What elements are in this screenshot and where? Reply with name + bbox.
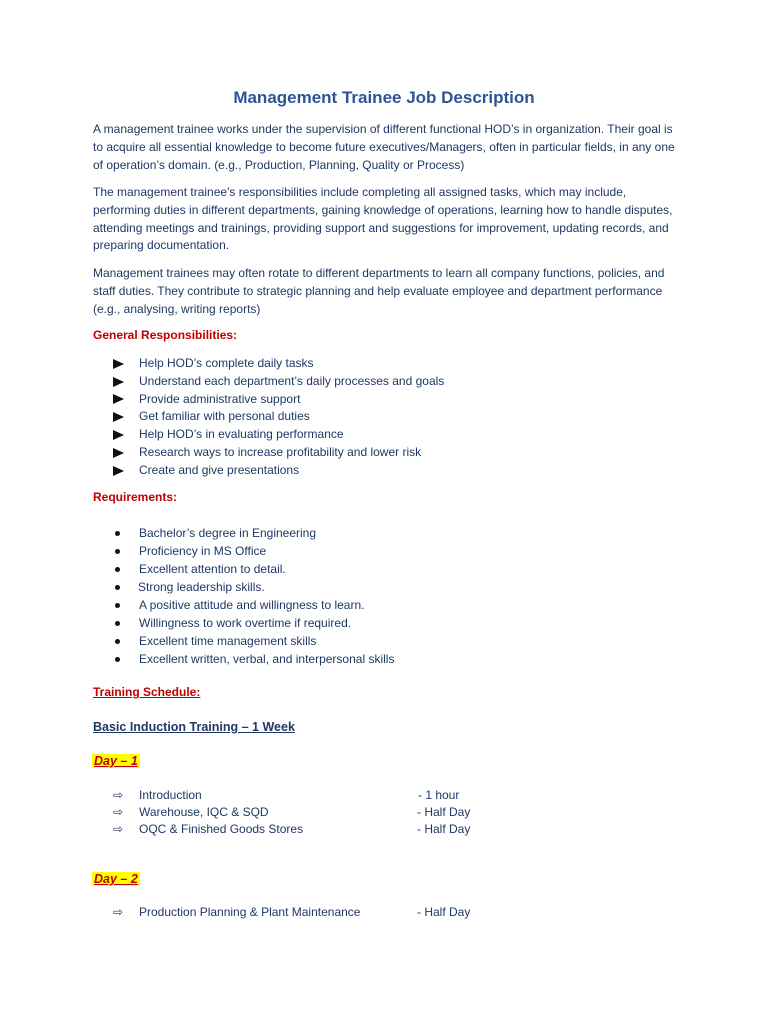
- schedule-item-text: Warehouse, IQC & SQD: [139, 805, 269, 819]
- list-item-text: Excellent written, verbal, and interpersonal skills: [139, 652, 395, 666]
- document-title: Management Trainee Job Description: [233, 88, 535, 107]
- schedule-item-duration: - 1 hour: [418, 788, 460, 802]
- schedule-item-duration: - Half Day: [417, 905, 471, 919]
- training-schedule-heading: Training Schedule:: [93, 685, 201, 699]
- list-item-text: Help HOD’s in evaluating performance: [139, 427, 344, 442]
- dot-bullet-icon: [113, 543, 127, 561]
- list-item-text: Bachelor’s degree in Engineering: [139, 526, 317, 540]
- induction-training-heading: Basic Induction Training – 1 Week: [93, 720, 295, 734]
- dot-bullet-icon: [113, 579, 127, 597]
- dot-bullet-icon: [113, 561, 127, 579]
- schedule-item-text: Introduction: [139, 788, 202, 802]
- hollow-arrow-icon: ⇨: [113, 788, 124, 802]
- requirements-heading: Requirements:: [93, 490, 178, 504]
- list-item-text: Excellent attention to detail.: [139, 562, 286, 576]
- hollow-arrow-icon: ⇨: [113, 805, 124, 819]
- list-item-text: Research ways to increase profitability and lower risk: [139, 444, 422, 459]
- list-item-text: A positive attitude and willingness to learn.: [139, 598, 365, 612]
- dot-bullet-icon: [113, 615, 127, 633]
- schedule-item-duration: - Half Day: [417, 822, 471, 836]
- arrowhead-bullet-icon: [113, 408, 127, 426]
- list-item-text: Excellent time management skills: [139, 634, 317, 648]
- arrowhead-bullet-icon: [113, 426, 127, 444]
- dot-bullet-icon: [113, 651, 127, 669]
- list-item-text: Understand each department’s daily processes and goals: [139, 373, 445, 388]
- schedule-item-text: OQC & Finished Goods Stores: [139, 822, 304, 836]
- dot-bullet-icon: [113, 525, 127, 543]
- dot-bullet-icon: [113, 633, 127, 651]
- hollow-arrow-icon: ⇨: [113, 905, 124, 919]
- list-item-text: Strong leadership skills.: [138, 580, 265, 594]
- general-responsibilities-heading: General Responsibilities:: [93, 328, 238, 342]
- list-item-text: Willingness to work overtime if required.: [139, 616, 352, 630]
- day-1-label: Day – 1: [94, 754, 138, 768]
- intro-paragraph: A management trainee works under the supervision of different functional HOD’s in organization. Their goal is to acquire all essential knowledge to become future executives/Managers, often in particular fields, in any one of operation’s domain. (e.g., Production, Planning, Quality or Process): [93, 122, 675, 172]
- list-item-text: Help HOD’s complete daily tasks: [139, 356, 314, 370]
- arrowhead-bullet-icon: [113, 462, 127, 480]
- schedule-item-duration: - Half Day: [417, 805, 471, 819]
- arrowhead-bullet-icon: [113, 373, 127, 391]
- list-item-text: Create and give presentations: [139, 462, 300, 477]
- day-2-label: Day – 2: [94, 872, 138, 886]
- schedule-item-text: Production Planning & Plant Maintenance: [139, 905, 361, 919]
- list-item-text: Proficiency in MS Office: [139, 544, 267, 558]
- arrowhead-bullet-icon: [113, 355, 127, 373]
- arrowhead-bullet-icon: [113, 444, 127, 462]
- responsibilities-paragraph: The management trainee's responsibilities include completing all assigned tasks, which may include, performing duties in different departments, gaining knowledge of operations, learning how to handle disputes, attending meetings and trainings, providing support and suggestions for improvement, updating records, and preparing documentation.: [93, 185, 673, 253]
- hollow-arrow-icon: ⇨: [113, 822, 124, 836]
- list-item-text: Provide administrative support: [139, 391, 301, 406]
- arrowhead-bullet-icon: [113, 391, 127, 409]
- list-item-text: Get familiar with personal duties: [139, 409, 310, 424]
- dot-bullet-icon: [113, 597, 127, 615]
- rotation-paragraph: Management trainees may often rotate to different departments to learn all company functions, policies, and staff duties. They contribute to strategic planning and help evaluate employee and department performance (e.g., analysing, writing reports): [93, 266, 665, 316]
